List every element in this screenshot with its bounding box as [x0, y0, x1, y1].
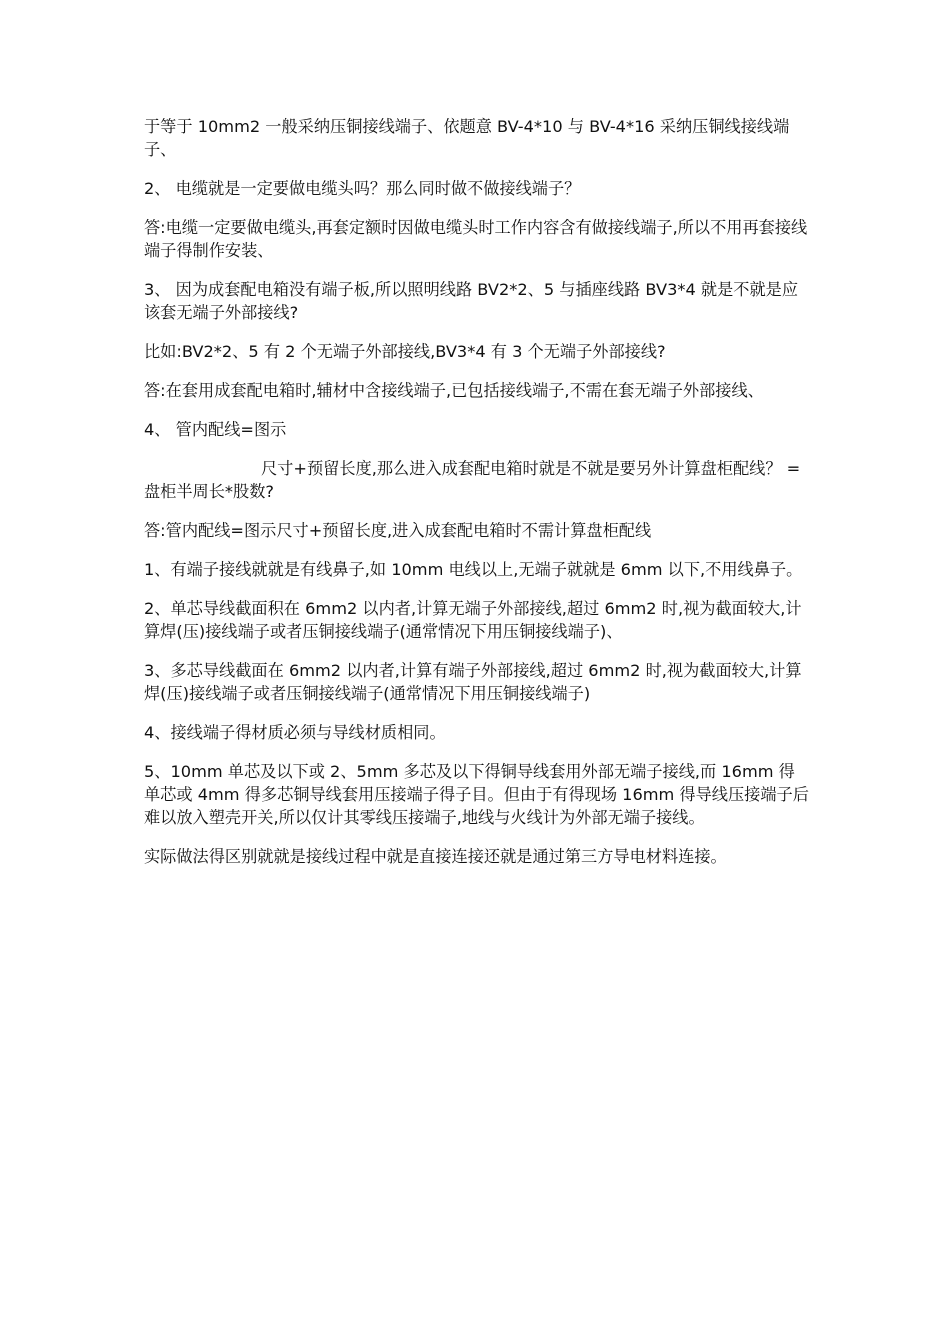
- paragraph-12: 3、多芯导线截面在 6mm2 以内者,计算有端子外部接线,超过 6mm2 时,视为截面较大,计算焊(压)接线端子或者压铜接线端子(通常情况下用压铜接线端子): [144, 661, 802, 703]
- paragraph-2: 2、 电缆就是一定要做电缆头吗？那么同时做不做接线端子？: [144, 179, 581, 198]
- paragraph-1: 于等于 10mm2 一般采纳压铜接线端子、依题意 BV-4*10 与 BV-4*16 采纳压铜线接线端子、: [144, 117, 790, 159]
- paragraph-6: 答:在套用成套配电箱时,辅材中含接线端子,已包括接线端子,不需在套无端子外部接线、: [144, 381, 764, 400]
- paragraph-10: 1、有端子接线就就是有线鼻子,如 10mm 电线以上,无端子就就是 6mm 以下,不用线鼻子。: [144, 560, 803, 579]
- document-body: [144, 115, 809, 884]
- paragraph-7: 4、 管内配线=图示: [144, 420, 287, 439]
- paragraph-14: 5、10mm 单芯及以下或 2、5mm 多芯及以下得铜导线套用外部无端子接线,而 16mm 得单芯或 4mm 得多芯铜导线套用压接端子得子目。但由于有得现场 16mm 得导线压接端子后难以放入塑壳开关,所以仅计其零线压接端子,地线与火线计为外部无端子接线。: [144, 762, 809, 827]
- paragraph-8: 尺寸+预留长度,那么进入成套配电箱时就是不就是要另外计算盘柜配线？ =盘柜半周长*股数?: [144, 459, 801, 501]
- paragraph-5: 比如:BV2*2、5 有 2 个无端子外部接线,BV3*4 有 3 个无端子外部接线?: [144, 342, 666, 361]
- paragraph-15: 实际做法得区别就就是接线过程中就是直接连接还就是通过第三方导电材料连接。: [144, 847, 727, 866]
- paragraph-11: 2、单芯导线截面积在 6mm2 以内者,计算无端子外部接线,超过 6mm2 时,视为截面较大,计算焊(压)接线端子或者压铜接线端子(通常情况下用压铜接线端子)、: [144, 599, 802, 641]
- paragraph-13: 4、接线端子得材质必须与导线材质相同。: [144, 723, 446, 742]
- paragraph-3: 答:电缆一定要做电缆头,再套定额时因做电缆头时工作内容含有做接线端子,所以不用再套接线端子得制作安装、: [144, 218, 808, 260]
- paragraph-9: 答:管内配线=图示尺寸+预留长度,进入成套配电箱时不需计算盘柜配线: [144, 521, 652, 540]
- paragraph-4: 3、 因为成套配电箱没有端子板,所以照明线路 BV2*2、5 与插座线路 BV3*4 就是不就是应该套无端子外部接线?: [144, 280, 799, 322]
